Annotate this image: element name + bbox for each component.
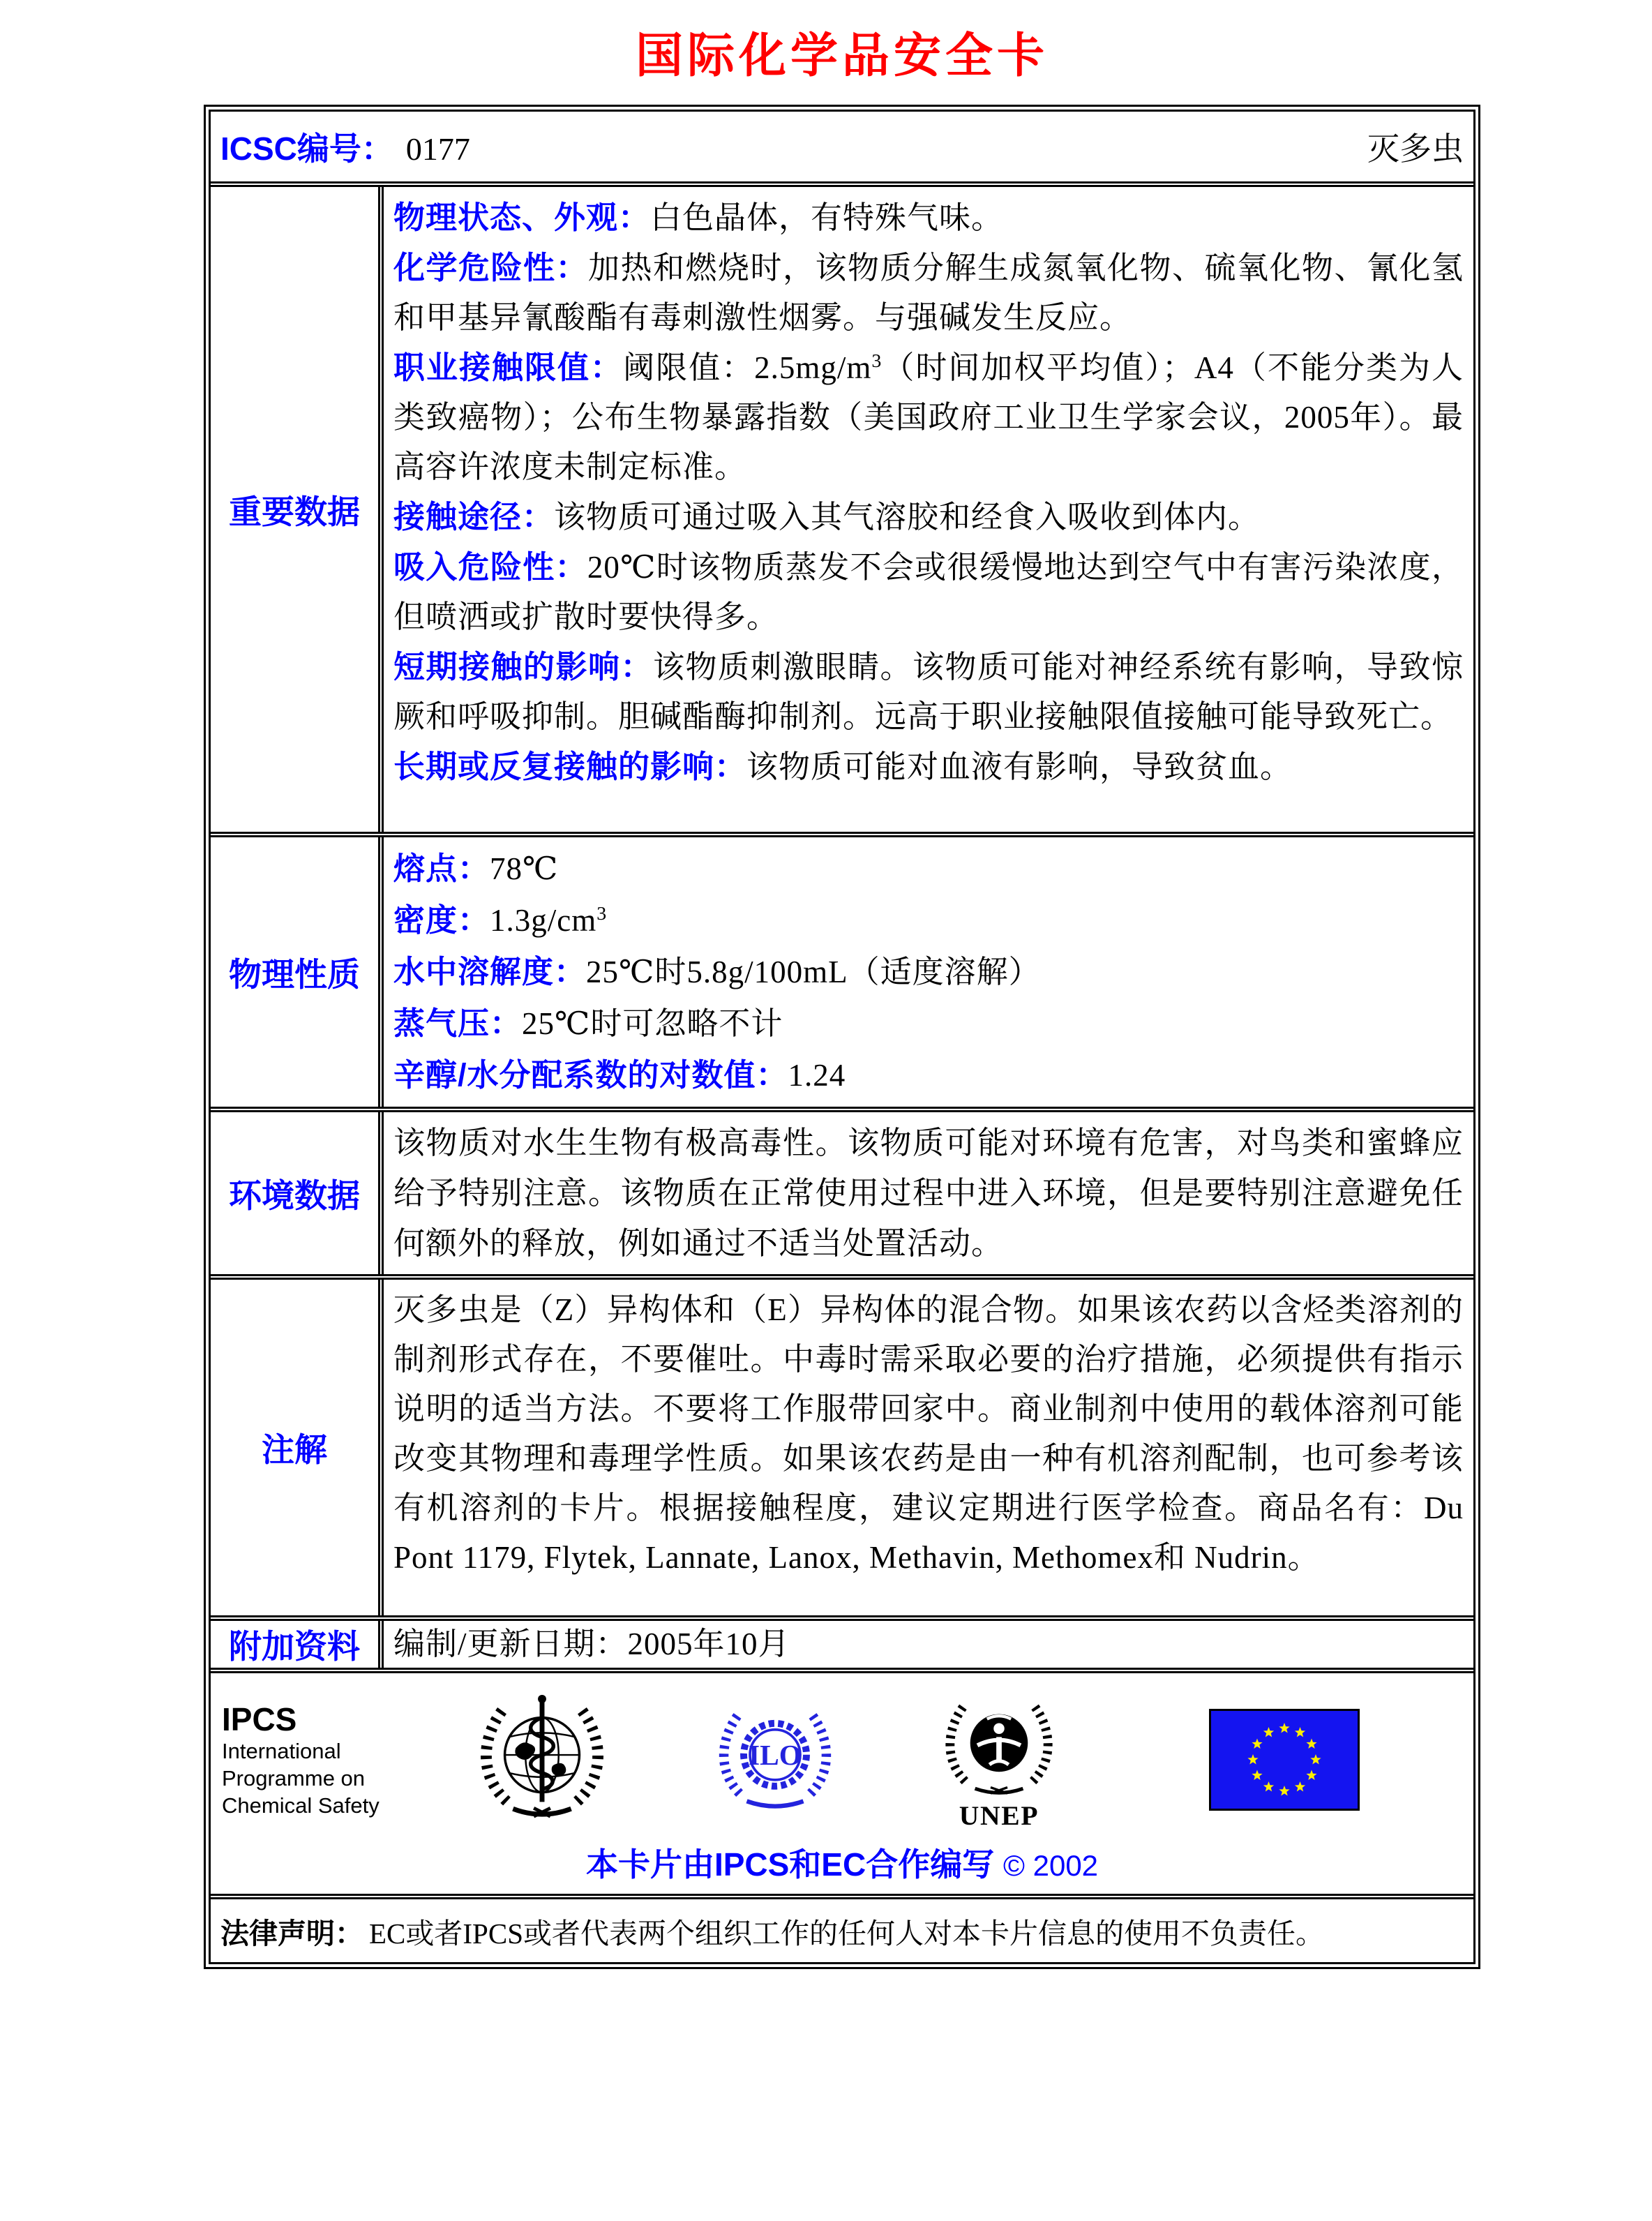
oel-text-before-sup: 阈限值：2.5mg/m [623, 350, 872, 385]
routes-of-exposure-text: 该物质可通过吸入其气溶胶和经食入吸收到体内。 [554, 500, 1261, 534]
long-term-effects-line [393, 742, 1464, 792]
logos-line [211, 1687, 1473, 1832]
density-superscript: 3 [596, 903, 608, 925]
unep-logo-icon [939, 1690, 1059, 1830]
physical-properties-row-label: 物理性质 [211, 837, 384, 1107]
short-term-effects-label: 短期接触的影响： [393, 649, 653, 685]
routes-of-exposure-line [393, 492, 1464, 542]
melting-point-line [393, 843, 1464, 895]
occupational-exposure-limits-line [393, 343, 1464, 492]
ipcs-subtitle-line1: International [222, 1738, 341, 1763]
ilo-monogram: ILO [749, 1739, 802, 1772]
section-physical-properties [211, 832, 1473, 1107]
ipcs-subtitle-line2: Programme on [222, 1765, 366, 1790]
ipcs-subtitle-line3: Chemical Safety [222, 1793, 380, 1818]
legal-notice-row [211, 1894, 1473, 1962]
notes-row-label: 注解 [211, 1280, 384, 1615]
section-notes [211, 1274, 1473, 1615]
chemical-hazard-text: 加热和燃烧时，该物质分解生成氮氧化物、硫氧化物、氰化氢和甲基异氰酸酯有毒刺激性烟雾。与强碱发生反应。 [393, 250, 1464, 335]
physical-state-text: 白色晶体，有特殊气味。 [650, 200, 1004, 235]
chemical-name: 灭多虫 [1367, 131, 1464, 167]
icsc-number-label: ICSC编号： [220, 130, 393, 167]
additional-information-row-label: 附加资料 [211, 1621, 384, 1668]
important-data-row-label: 重要数据 [211, 187, 384, 832]
icsc-number-value: 0177 [405, 131, 470, 167]
water-solubility-value: 25℃时5.8g/100mL（适度溶解） [586, 955, 1041, 989]
page-title: 国际化学品安全卡 [635, 29, 1049, 82]
copyright-text: 本卡片由IPCS和EC合作编写 [585, 1846, 995, 1883]
log-pow-value: 1.24 [788, 1058, 846, 1093]
vapour-pressure-line [393, 998, 1464, 1049]
additional-information-text: 编制/更新日期：2005年10月 [393, 1627, 790, 1661]
legal-notice [220, 1910, 1324, 1952]
melting-point-label: 熔点： [393, 851, 490, 886]
copyright-year: © 2002 [1003, 1849, 1099, 1882]
melting-point-value: 78℃ [490, 851, 559, 886]
log-pow-line [393, 1049, 1464, 1101]
water-solubility-label: 水中溶解度： [393, 954, 587, 989]
oel-superscript: 3 [871, 350, 883, 372]
density-value: 1.3g/cm [490, 903, 597, 938]
environmental-data-text: 该物质对水生生物有极高毒性。该物质可能对环境有危害，对鸟类和蜜蜂应给予特别注意。该物质在正常使用过程中进入环境，但是要特别注意避免任何额外的释放，例如通过不适当处置活动。 [393, 1126, 1464, 1261]
card-header-row [211, 112, 1473, 181]
ipcs-title: IPCS [222, 1700, 297, 1737]
chemical-hazard-line [393, 243, 1464, 343]
density-label: 密度： [393, 902, 490, 938]
ilo-logo-icon [712, 1697, 838, 1823]
oel-text-after-sup: （时间加权平均值）；A4（不能分类为人类致癌物）；公布生物暴露指数（美国政府工业卫生学家会议，2005年）。最高容许浓度未制定标准。 [393, 350, 1464, 484]
icsc-number-group [220, 124, 470, 170]
environmental-data-row-label: 环境数据 [211, 1112, 384, 1274]
section-important-data [211, 181, 1473, 832]
occupational-exposure-limits-label: 职业接触限值： [393, 350, 624, 385]
water-solubility-line [393, 946, 1464, 998]
notes-text: 灭多虫是（Z）异构体和（E）异构体的混合物。如果该农药以含烃类溶剂的制剂形式存在，不要催吐。中毒时需采取必要的治疗措施，必须提供有指示说明的适当方法。不要将工作服带回家中。商业制剂中使用的载体溶剂可能改变其物理和毒理学性质。如果该农药是由一种有机溶剂配制，也可参考该有机溶剂的卡片。根据接触程度，建议定期进行医学检查。商品名有：Du Pont 1179, Flytek, Lannate, Lanox, Methavin, Methomex和 Nudrin。 [393, 1292, 1464, 1575]
physical-properties-content [384, 837, 1473, 1107]
who-logo-icon [473, 1687, 611, 1832]
unep-label: UNEP [959, 1800, 1039, 1830]
eu-flag-icon [1209, 1709, 1360, 1811]
inhalation-risk-line [393, 542, 1464, 642]
short-term-effects-text: 该物质刺激眼睛。该物质可能对神经系统有影响，导致惊厥和呼吸抑制。胆碱酯酶抑制剂。远高于职业接触限值接触可能导致死亡。 [393, 650, 1464, 734]
short-term-effects-line [393, 642, 1464, 742]
long-term-effects-label: 长期或反复接触的影响： [393, 749, 747, 784]
legal-notice-text: EC或者IPCS或者代表两个组织工作的任何人对本卡片信息的使用不负责任。 [369, 1917, 1324, 1950]
copyright-line [211, 1839, 1473, 1885]
chemical-hazard-label: 化学危险性： [393, 250, 588, 285]
routes-of-exposure-label: 接触途径： [393, 499, 555, 534]
section-environmental-data [211, 1107, 1473, 1274]
ipcs-text-block [222, 1701, 407, 1819]
density-line [393, 895, 1464, 946]
inhalation-risk-text: 20℃时该物质蒸发不会或很缓慢地达到空气中有害污染浓度，但喷洒或扩散时要快得多。 [393, 550, 1464, 634]
vapour-pressure-value: 25℃时可忽略不计 [522, 1006, 783, 1041]
physical-state-line [393, 193, 1464, 243]
long-term-effects-text: 该物质可能对血液有影响，导致贫血。 [746, 749, 1293, 784]
vapour-pressure-label: 蒸气压： [393, 1005, 523, 1041]
log-pow-label: 辛醇/水分配系数的对数值： [393, 1057, 788, 1093]
inhalation-risk-label: 吸入危险性： [393, 549, 587, 585]
logos-row [211, 1668, 1473, 1894]
legal-notice-label: 法律声明： [220, 1917, 363, 1950]
physical-state-label: 物理状态、外观： [393, 200, 651, 235]
important-data-content [384, 187, 1473, 832]
section-additional-information [211, 1615, 1473, 1668]
icsc-table [204, 105, 1480, 1969]
